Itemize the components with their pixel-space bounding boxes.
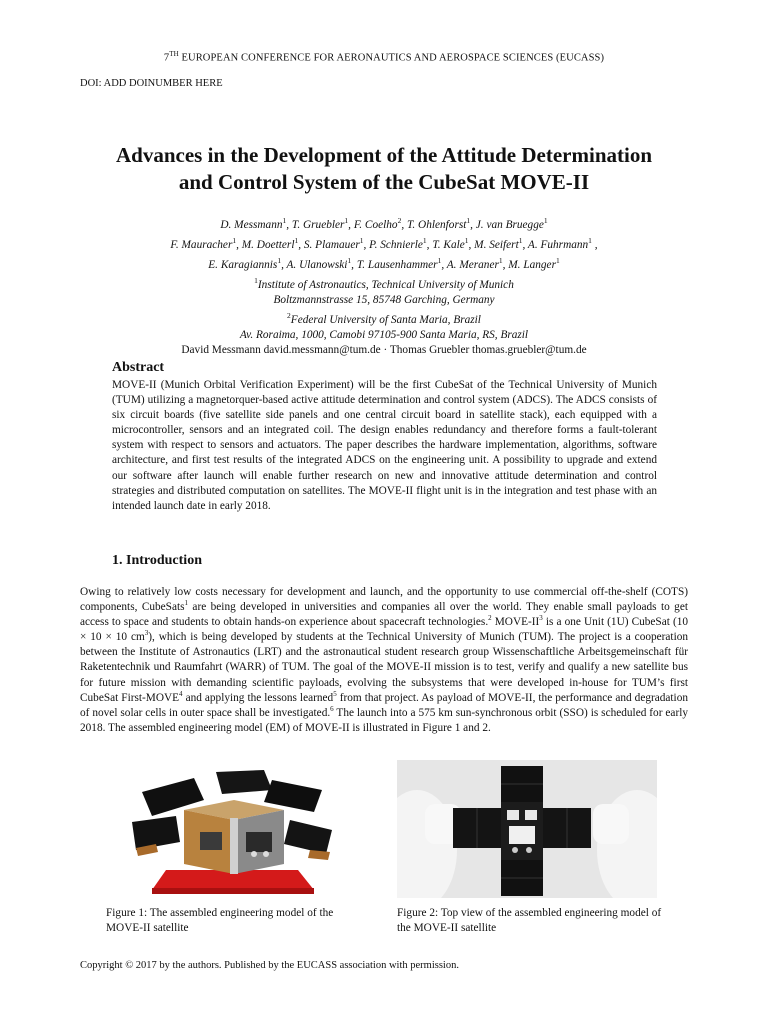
author-name: A. Fuhrmann — [527, 238, 589, 251]
author-name: F. Coelho — [353, 218, 398, 231]
author-name: M. Doetterl — [241, 238, 295, 251]
figure-2-image — [397, 760, 657, 898]
author-affiliation-marker: 1 — [466, 216, 471, 225]
abstract-text: MOVE-II (Munich Orbital Verification Experiment) will be the first CubeSat of the Technical University of Munich (TUM) utilizing a magnetorquer-based active attitude determination and control system (ADCS). The ADCS consists of six circuit boards (five satellite side panels and one central circuit board in satellite stack), each equipped with a microcontroller, sensors and an integrated coil. The design enables redundancy and therefore forms a fault-tolerant system with respect to sensors and actuators. The paper describes the hardware implementation, algorithms, software architecture, and first test results of the integrated ADCS on the engineering unit. A possibility to upgrade and extend our software after launch will enable further research on new and innovative attitude determination and control strategies and distributed computation on satellites. The MOVE-II flight unit is in the integration and test phase with an intended launch date in early 2018. — [112, 379, 657, 512]
author-affiliation-marker: 1 — [498, 255, 503, 265]
introduction-fragment: are being developed in universities and companies all over the world. They enable small payloads to get access to space and students to obtain hands-on experience about spacecraft technologies. — [80, 601, 688, 629]
paper-title — [60, 142, 708, 196]
introduction-fragment: Owing to relatively low costs necessary for development and launch, and the opportunity to use commercial off-the-shelf (COTS) components, CubeSats — [80, 586, 688, 614]
author-emails: David Messmann david.messmann@tum.de · Thomas Gruebler thomas.gruebler@tum.de — [181, 344, 587, 357]
author-name: E. Karagiannis — [208, 258, 278, 271]
author-affiliation-marker: 1 — [347, 255, 352, 265]
figure-1-caption: Figure 1: The assembled engineering model of the MOVE-II satellite — [106, 907, 334, 935]
author-affiliation-marker: 2 — [397, 216, 402, 225]
doi-line: DOI: ADD DOINUMBER HERE — [80, 78, 223, 89]
author-name: J. van Bruegge — [475, 218, 544, 231]
author-line-3: E. Karagiannis$^1$, A. Ulanowski$^1$, T. Lausenhammer$^1$, A. Meraner$^1$, M. Langer$^1$ — [208, 255, 560, 271]
author-affiliation-marker: 1 — [422, 235, 427, 245]
author-affiliation-marker: 1 — [518, 235, 523, 245]
author-name: T. Ohlenforst — [406, 218, 467, 231]
top-view-illustration — [397, 760, 657, 898]
affiliation-2-name: Federal University of Santa Maria, Brazil — [290, 313, 481, 326]
conference-number-suffix: TH — [169, 50, 179, 58]
introduction-fragment: from that project. As payload of MOVE-II, the performance and degradation of novel solar cells in outer space shall be investigated. — [80, 691, 688, 719]
citation-marker: 4 — [179, 689, 183, 698]
author-affiliation-marker: 1 — [277, 255, 282, 265]
introduction-fragment: ), which is being developed by students at the Technical University of Munich (TUM). The project is a cooperation between the Institute of Astronautics (LRT) and the astronautical student research group Wissenschaftliche Arbeitsgemeinschaft für Raketentechnik und Raumfahrt (WARR) of TUM. The goal of the MOVE-II mission is to test, verify and qualify a new satellite bus for future mission with demanding scientific payloads, evolving the subsystems that were developed in-house for TUM’s first CubeSat First-MOVE — [80, 631, 688, 704]
author-affiliation-marker: 1 — [359, 235, 364, 245]
citation-marker: 2 — [488, 614, 492, 623]
author-line-1: D. Messmann$^1$, T. Gruebler$^1$, F. Coelho$^2$, T. Ohlenforst$^1$, J. van Bruegge$^1$ — [220, 216, 548, 231]
conference-header — [0, 50, 768, 64]
conference-name: EUROPEAN CONFERENCE FOR AERONAUTICS AND AEROSPACE SCIENCES (EUCASS) — [178, 52, 605, 64]
introduction-text — [80, 585, 688, 736]
author-name: A. Meraner — [446, 258, 499, 271]
author-name: D. Messmann — [220, 218, 283, 231]
figure-1-image — [104, 762, 364, 898]
copyright-notice: Copyright © 2017 by the authors. Published by the EUCASS association with permission. — [80, 960, 459, 971]
author-block — [60, 213, 708, 358]
author-name: T. Lausenhammer — [356, 258, 438, 271]
introduction-fragment: The launch into a 575 km sun-synchronous orbit (SSO) is scheduled for early 2018. The assembled engineering model (EM) of MOVE-II is illustrated in Figure 1 and 2. — [80, 706, 688, 734]
author-affiliation-marker: 1 — [588, 235, 592, 245]
introduction-fragment: is a one Unit (1U) CubeSat (10 × 10 × 10 cm — [80, 616, 689, 644]
author-name: A. Ulanowski — [286, 258, 348, 271]
author-name: T. Gruebler — [291, 218, 345, 231]
author-name: T. Kale — [432, 238, 465, 251]
author-name: M. Seifert — [474, 238, 519, 251]
author-affiliation-marker: 1 — [555, 255, 560, 265]
author-name: P. Schnierle — [369, 238, 423, 251]
author-affiliation-marker: 1 — [543, 216, 548, 225]
introduction-fragment: and applying the lessons learned — [182, 691, 334, 704]
affiliation-2 — [60, 308, 708, 328]
affiliation-1 — [60, 273, 708, 293]
author-name: M. Langer — [508, 258, 556, 271]
citation-marker: 5 — [333, 689, 337, 698]
affiliation-2-address: Av. Roraima, 1000, Camobi 97105-900 Santa Maria, RS, Brazil — [239, 329, 529, 342]
affiliation-1-name: Institute of Astronautics, Technical University of Munich — [257, 278, 514, 291]
engineering-model-illustration — [104, 762, 364, 898]
author-affiliation-marker: 1 — [344, 216, 349, 225]
introduction-heading: 1. Introduction — [112, 553, 202, 568]
author-name: S. Plamauer — [303, 238, 360, 251]
affiliation-1-address: Boltzmannstrasse 15, 85748 Garching, Germany — [273, 293, 495, 306]
conference-number: 7 — [163, 52, 170, 64]
affiliation-2-marker: 2 — [287, 311, 291, 321]
author-name: F. Mauracher — [170, 238, 233, 251]
author-affiliation-marker: 1 — [232, 235, 237, 245]
title-line-2: and Control System of the CubeSat MOVE-II — [178, 170, 590, 194]
figure-2-caption: Figure 2: Top view of the assembled engineering model of the MOVE-II satellite — [397, 907, 662, 935]
citation-marker: 3 — [539, 614, 543, 623]
author-affiliation-marker: 1 — [294, 235, 299, 245]
citation-marker: 3 — [144, 629, 149, 638]
author-affiliation-marker: 1 — [437, 255, 442, 265]
author-affiliation-marker: 1 — [282, 216, 287, 225]
citation-marker: 1 — [184, 599, 189, 608]
author-line-2: F. Mauracher$^1$, M. Doetterl$^1$, S. Plamauer$^1$, P. Schnierle$^1$, T. Kale$^1$, M. Seifert$^1$, A. Fuhrmann$^1$ , — [170, 235, 598, 251]
author-affiliation-marker: 1 — [464, 235, 469, 245]
introduction-fragment: MOVE-II — [491, 616, 540, 629]
title-line-1: Advances in the Development of the Attitude Determination — [115, 143, 653, 167]
citation-marker: 6 — [330, 704, 334, 713]
abstract-heading: Abstract — [112, 360, 165, 375]
affiliation-1-marker: 1 — [254, 275, 258, 285]
